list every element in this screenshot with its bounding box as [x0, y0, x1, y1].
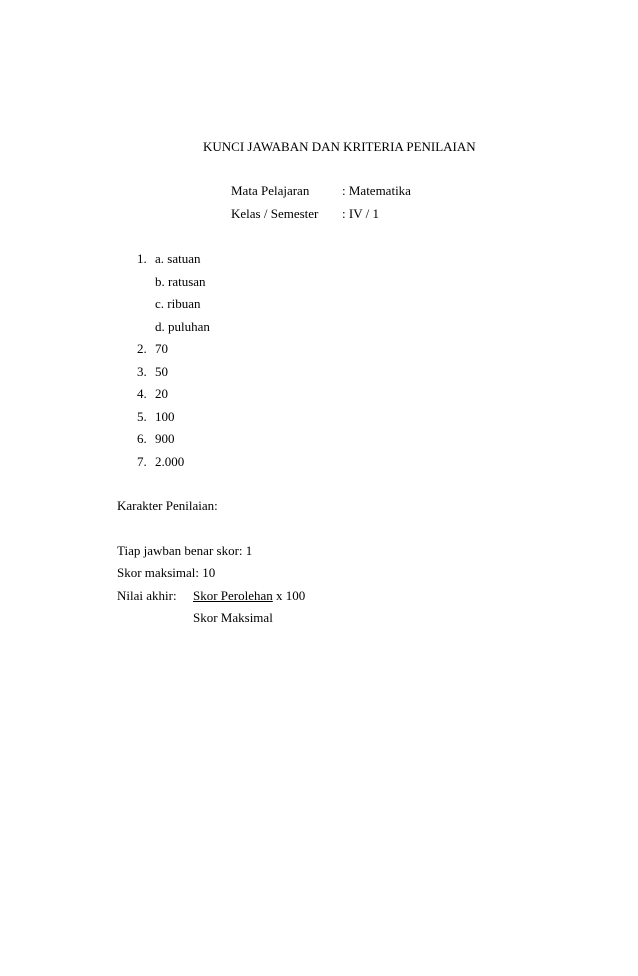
answer-7: 2.000 — [155, 454, 185, 469]
info-label-class: Kelas / Semester — [231, 206, 319, 221]
answer-4: 20 — [155, 386, 168, 401]
answer-6: 900 — [155, 431, 175, 446]
answer-1b: b. ratusan — [155, 274, 206, 289]
formula-denominator: Skor Maksimal — [193, 610, 273, 625]
answer-number-7: 7. — [137, 454, 147, 469]
answer-number-6: 6. — [137, 431, 147, 446]
answer-number-2: 2. — [137, 341, 147, 356]
formula-numerator-line — [193, 588, 305, 604]
formula-numerator: Skor Perolehan — [193, 588, 273, 603]
answer-number-4: 4. — [137, 386, 147, 401]
answer-3: 50 — [155, 364, 168, 379]
answer-1c: c. ribuan — [155, 296, 201, 311]
score-per-item: Tiap jawban benar skor: 1 — [117, 543, 253, 558]
answer-number-3: 3. — [137, 364, 147, 379]
final-score-label: Nilai akhir: — [117, 588, 177, 603]
criteria-heading: Karakter Penilaian: — [117, 498, 218, 513]
answer-1a: a. satuan — [155, 251, 201, 266]
answer-1d: d. puluhan — [155, 319, 210, 334]
info-value-subject: : Matematika — [342, 183, 411, 198]
info-label-subject: Mata Pelajaran — [231, 183, 310, 198]
document-title: KUNCI JAWABAN DAN KRITERIA PENILAIAN — [203, 139, 476, 154]
info-value-class: : IV / 1 — [342, 206, 379, 221]
answer-number-5: 5. — [137, 409, 147, 424]
answer-2: 70 — [155, 341, 168, 356]
formula-multiplier: x 100 — [276, 588, 306, 603]
answer-number-1: 1. — [137, 251, 147, 266]
max-score: Skor maksimal: 10 — [117, 565, 216, 580]
answer-5: 100 — [155, 409, 175, 424]
